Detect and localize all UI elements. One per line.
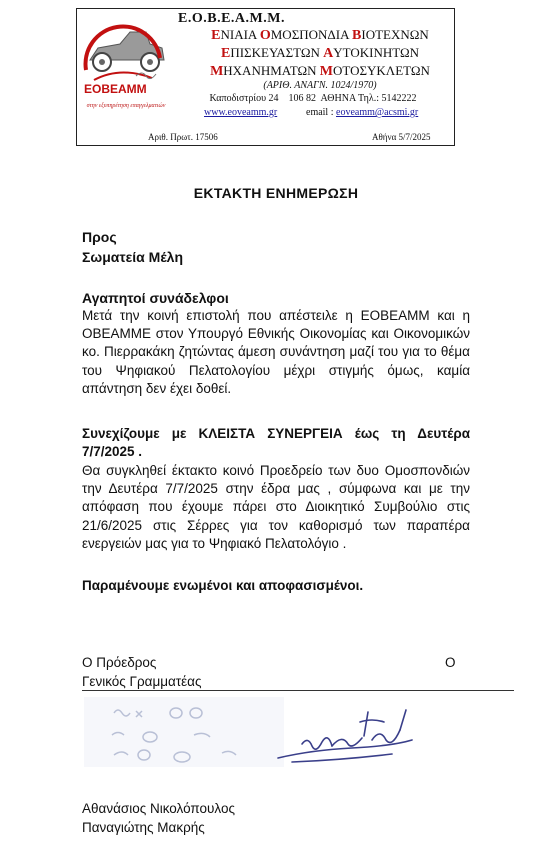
email-line (306, 107, 418, 118)
organization-abbreviation: Ε.Ο.Β.Ε.Α.Μ.Μ. (178, 11, 285, 26)
logo-wordmark: ΕΟΒΕΑΜΜ (84, 82, 147, 96)
president-label: Ο Πρόεδρος (82, 655, 157, 670)
greeting: Αγαπητοί συνάδελφοι (82, 290, 229, 306)
organization-name-line-1: ΕΝΙΑΙΑ ΟΜΟΣΠΟΝΔΙΑ ΒΙΟΤΕΧΝΩΝ (211, 27, 429, 43)
paragraph-2: Συνεχίζουμε με ΚΛΕΙΣΤΑ ΣΥΝΕΡΓΕΙΑ έως τη Δευτέρα 7/7/2025 . (82, 426, 470, 460)
organization-name-line-2: ΕΠΙΣΚΕΥΑΣΤΩΝ ΑΥΤΟΚΙΝΗΤΩΝ (220, 45, 420, 61)
recipient: Σωματεία Μέλη (82, 249, 183, 265)
signature-divider (82, 690, 514, 691)
registration-number: (ΑΡΙΘ. ΑΝΑΓΝ. 1024/1970) (263, 80, 377, 91)
paragraph-4: Παραμένουμε ενωμένοι και αποφασισμένοι. (82, 578, 364, 593)
faded-stamp (84, 697, 284, 767)
organization-name-line-3: ΜΗΧΑΝΗΜΑΤΩΝ ΜΟΤΟΣΥΚΛΕΤΩΝ (210, 63, 430, 79)
recipient-label: Προς (82, 229, 117, 245)
protocol-number: Αριθ. Πρωτ. 17506 (148, 132, 218, 142)
website-link[interactable]: www.eoveamm.gr (204, 107, 278, 118)
secretary-label: Γενικός Γραμματέας (82, 674, 202, 689)
secretary-name: Παναγιώτης Μακρής (82, 820, 205, 835)
email-label: email : (306, 107, 334, 118)
secretary-label-prefix: Ο (445, 655, 456, 670)
federation-logo (80, 18, 170, 113)
handwritten-signature (272, 700, 422, 770)
logo-caption: στην εξυπηρέτηση επαγγελματιών (86, 103, 166, 109)
email-link[interactable]: eoveamm@acsmi.gr (336, 107, 419, 118)
document-title: ΕΚΤΑΚΤΗ ΕΝΗΜΕΡΩΣΗ (193, 185, 359, 201)
president-name: Αθανάσιος Νικολόπουλος (82, 801, 235, 816)
paragraph-3: Θα συγκληθεί έκτακτο κοινό Προεδρείο των δυο Ομοσπονδιών την Δευτέρα 7/7/2025 στην έδρα μας , σύμφωνα και με την απόφαση που έχουμε πάρει στο Διοικητικό Συμβούλιο στις 21/6/2025 στις Σέρρες για τον καθορισμό των παραπέρα ενεργειών μας για το Ψηφιακό Πελατολόγιο . (82, 463, 470, 551)
address-line: Καποδιστρίου 24 106 82 ΑΘΗΝΑ Τηλ.: 5142222 (209, 93, 417, 104)
document-date: Αθήνα 5/7/2025 (372, 132, 431, 142)
paragraph-1: Μετά την κοινή επιστολή που απέστειλε η ΕΟΒΕΑΜΜ και η ΟΒΕΑΜΜΕ στον Υπουργό Εθνικής Οικονομίας και Οικονομικών κο. Πιερρακάκη ζητώντας άμεση συνάντηση μαζί του για το θέμα του Ψηφιακού Πελατολογίου μέχρι στιγμής όμως, καμία απάντηση δεν έχει δοθεί. (82, 308, 470, 396)
